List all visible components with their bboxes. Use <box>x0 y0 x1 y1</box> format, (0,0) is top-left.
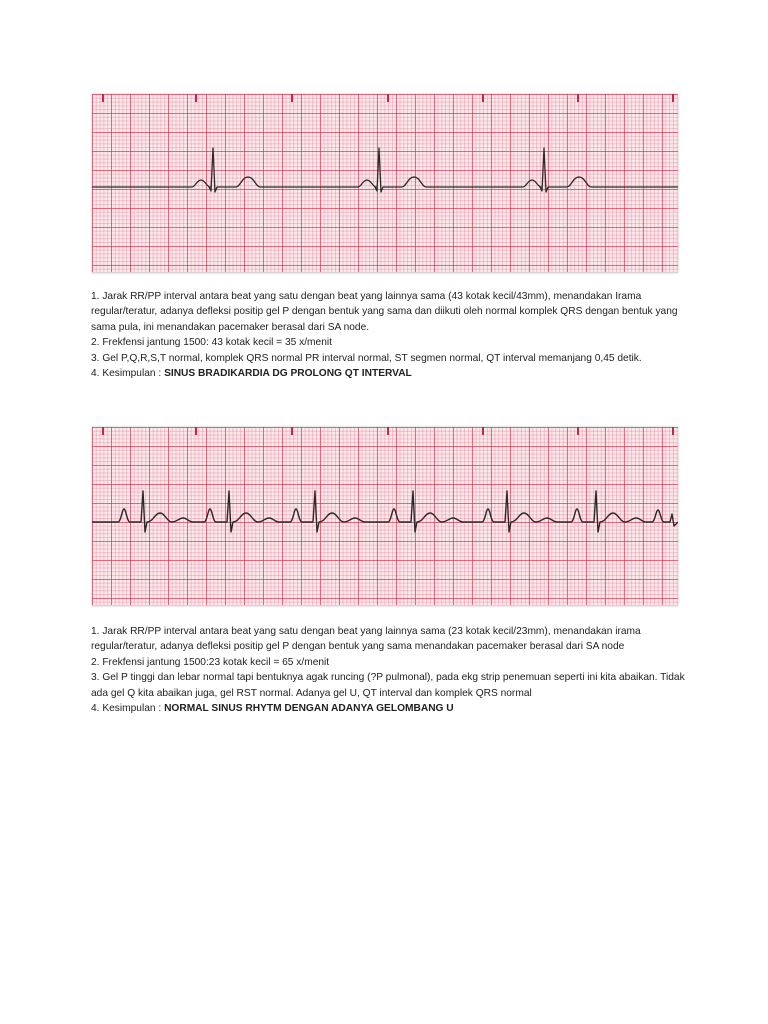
conclusion-prefix: 4. Kesimpulan : <box>91 703 165 715</box>
ecg-strip-1 <box>92 94 678 273</box>
ecg-trace-2 <box>92 427 678 605</box>
conclusion <box>91 701 691 716</box>
finding-waves: 3. Gel P,Q,R,S,T normal, komplek QRS normal PR interval normal, ST segmen normal, QT interval memanjang 0,45 detik. <box>91 352 642 364</box>
finding-heart-rate: 2. Frekfensi jantung 1500: 43 kotak kecil = 35 x/menit <box>91 337 332 349</box>
finding-waves: 3. Gel P tinggi dan lebar normal tapi bentuknya agak runcing (?P pulmonal), pada ekg strip penemuan seperti ini kita abaikan. Tidak ada gel Q kita abaikan juga, gel RST normal. Adanya gel U, QT interval dan komplek QRS normal <box>91 672 685 699</box>
finding-heart-rate: 2. Frekfensi jantung 1500:23 kotak kecil = 65 x/menit <box>91 656 330 668</box>
ecg-trace-1 <box>92 94 678 272</box>
finding-rr-interval: 1. Jarak RR/PP interval antara beat yang satu dengan beat yang lainnya sama (23 kotak kecil/23mm), menandakan irama regular/teratur, adanya defleksi positip gel P dengan bentuk yang sama menandakan pacemaker berasal dari SA node <box>91 626 641 653</box>
ecg-strip-2 <box>92 427 678 606</box>
conclusion-prefix: 4. Kesimpulan : <box>91 368 165 380</box>
conclusion-text: NORMAL SINUS RHYTM DENGAN ADANYA GELOMBANG U <box>164 703 454 715</box>
interpretation-2 <box>91 624 691 716</box>
finding-rr-interval: 1. Jarak RR/PP interval antara beat yang satu dengan beat yang lainnya sama (43 kotak kecil/43mm), menandakan Irama regular/teratur, adanya defleksi positip gel P dengan bentuk yang sama dan diikuti oleh normal komplek QRS dengan bentuk yang sama pula, ini menandakan pacemaker berasal dari SA node. <box>91 291 678 333</box>
conclusion <box>91 366 691 381</box>
conclusion-text: SINUS BRADIKARDIA DG PROLONG QT INTERVAL <box>164 368 412 380</box>
ecg-waveform <box>92 491 678 532</box>
interpretation-1 <box>91 289 691 381</box>
